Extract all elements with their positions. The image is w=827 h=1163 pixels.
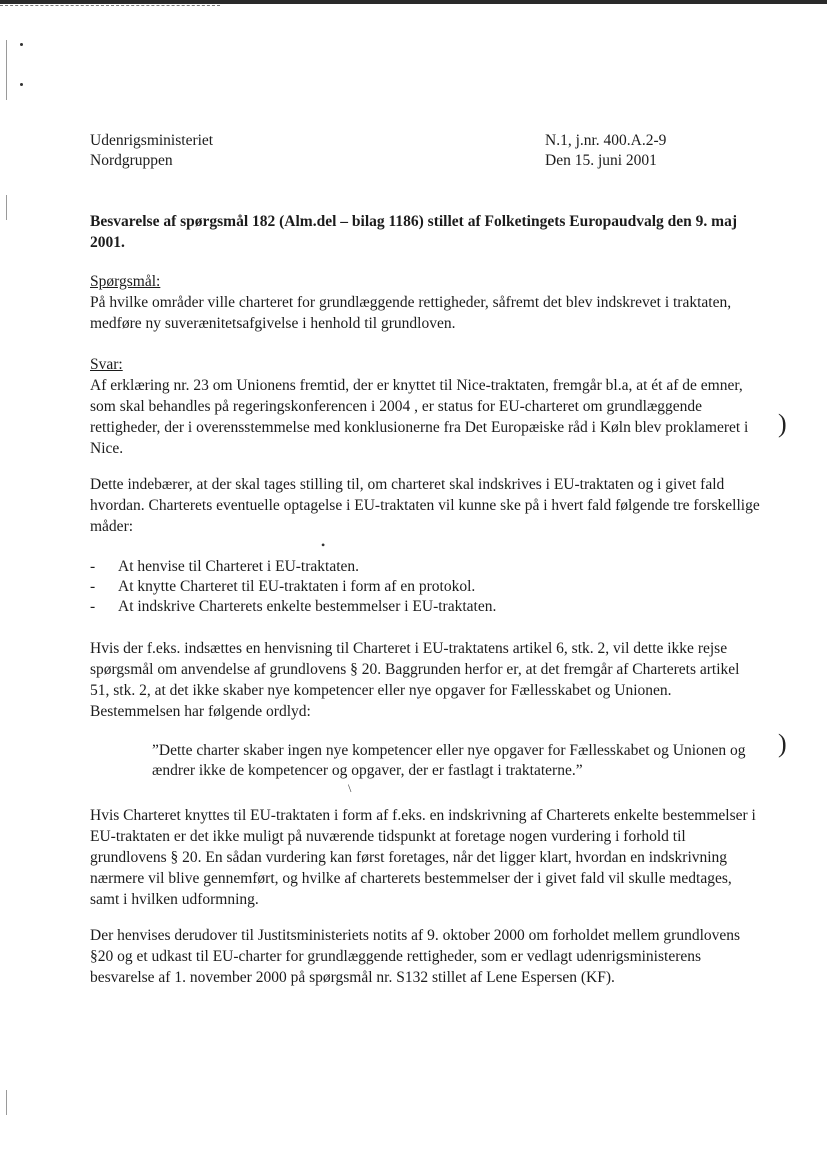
list-marker: - (90, 558, 96, 575)
punch-dot (20, 83, 23, 86)
option-text: At knytte Charteret til EU-traktaten i form af en protokol. (118, 578, 476, 595)
punch-dot (20, 43, 23, 46)
sender-block (90, 131, 213, 171)
ink-speck: \ (348, 781, 352, 795)
left-margin-mark (6, 40, 7, 100)
list-marker: - (90, 598, 96, 615)
top-edge-dash (0, 5, 220, 6)
answer-paragraph-3-block (90, 638, 762, 722)
margin-bracket: ) (778, 729, 787, 758)
answer-section (90, 354, 762, 459)
ink-speck: • (321, 538, 326, 552)
list-item (90, 577, 762, 597)
answer-paragraph-5-block (90, 925, 762, 988)
document-date: Den 15. juni 2001 (545, 152, 657, 169)
margin-bracket: ) (778, 409, 787, 438)
answer-paragraph-1: Af erklæring nr. 23 om Unionens fremtid, der er knyttet til Nice-traktaten, fremgår bl.a, at ét af de emner, som skal behandles på regeringskonferencen i 2004 , er status for EU-charteret om grundlæggende rettigheder, der i overensstemmelse med konklusionerne fra Det Europæiske råd i Køln blev proklameret i Nice. (90, 377, 749, 457)
question-section (90, 271, 762, 334)
question-label: Spørgsmål: (90, 273, 161, 290)
answer-paragraph-4-block (90, 805, 762, 910)
answer-paragraph-5: Der henvises derudover til Justitsministeriets notits af 9. oktober 2000 om forholdet mellem grundlovens §20 og et udkast til EU-charter for grundlæggende rettigheder, som er vedlagt udenrigsministerens besvarelse af 1. november 2000 på spørgsmål nr. S132 stillet af Lene Espersen (KF). (90, 927, 741, 986)
left-margin-mark (6, 1090, 7, 1115)
options-list (90, 557, 762, 617)
reference-block (545, 131, 666, 171)
option-text: At indskrive Charterets enkelte bestemmelser i EU-traktaten. (118, 598, 497, 615)
sender-department: Nordgruppen (90, 152, 173, 169)
left-margin-mark (6, 195, 7, 220)
answer-label: Svar: (90, 356, 123, 373)
answer-paragraph-2-block (90, 474, 762, 537)
document-heading: Besvarelse af spørgsmål 182 (Alm.del – bilag 1186) stillet af Folketingets Europaudvalg den 9. maj 2001. (90, 213, 737, 251)
list-item (90, 557, 762, 577)
answer-paragraph-2: Dette indebærer, at der skal tages stilling til, om charteret skal indskrives i EU-traktaten og i givet fald hvordan. Charterets eventuelle optagelse i EU-traktaten vil kunne ske på i hvert fald følgende tre forskellige måder: (90, 476, 760, 535)
list-item (90, 597, 762, 617)
option-text: At henvise til Charteret i EU-traktaten. (118, 558, 360, 575)
question-text: På hvilke områder ville charteret for grundlæggende rettigheder, såfremt det blev indskrevet i traktaten, medføre ny suverænitetsafgivelse i henhold til grundloven. (90, 294, 732, 332)
answer-paragraph-4: Hvis Charteret knyttes til EU-traktaten i form af f.eks. en indskrivning af Charterets enkelte bestemmelser i EU-traktaten er det ikke muligt på nuværende tidspunkt at foretage nogen vurdering i forhold til grundlovens § 20. En sådan vurdering kan først foretages, når det ligger klart, hvordan en indskrivning nærmere vil blive gennemført, og hvilke af charterets bestemmelser der i givet fald vil skulle medtages, samt i hvilken udformning. (90, 807, 756, 908)
journal-number: N.1, j.nr. 400.A.2-9 (545, 132, 667, 149)
list-marker: - (90, 578, 96, 595)
answer-paragraph-3: Hvis der f.eks. indsættes en henvisning til Charteret i EU-traktatens artikel 6, stk. 2, vil dette ikke rejse spørgsmål om anvendelse af grundlovens § 20. Baggrunden herfor er, at det fremgår af Charterets artikel 51, stk. 2, at det ikke skaber nye kompetencer eller nye opgaver for Fællesskabet og Unionen. Bestemmelsen har følgende ordlyd: (90, 640, 740, 720)
sender-ministry: Udenrigsministeriet (90, 132, 214, 149)
top-edge-rule (0, 0, 827, 4)
article-quote: ”Dette charter skaber ingen nye kompetencer eller nye opgaver for Fællesskabet og Unionen og ændrer ikke de kompetencer og opgaver, der er fastlagt i traktaterne.” (152, 742, 746, 779)
